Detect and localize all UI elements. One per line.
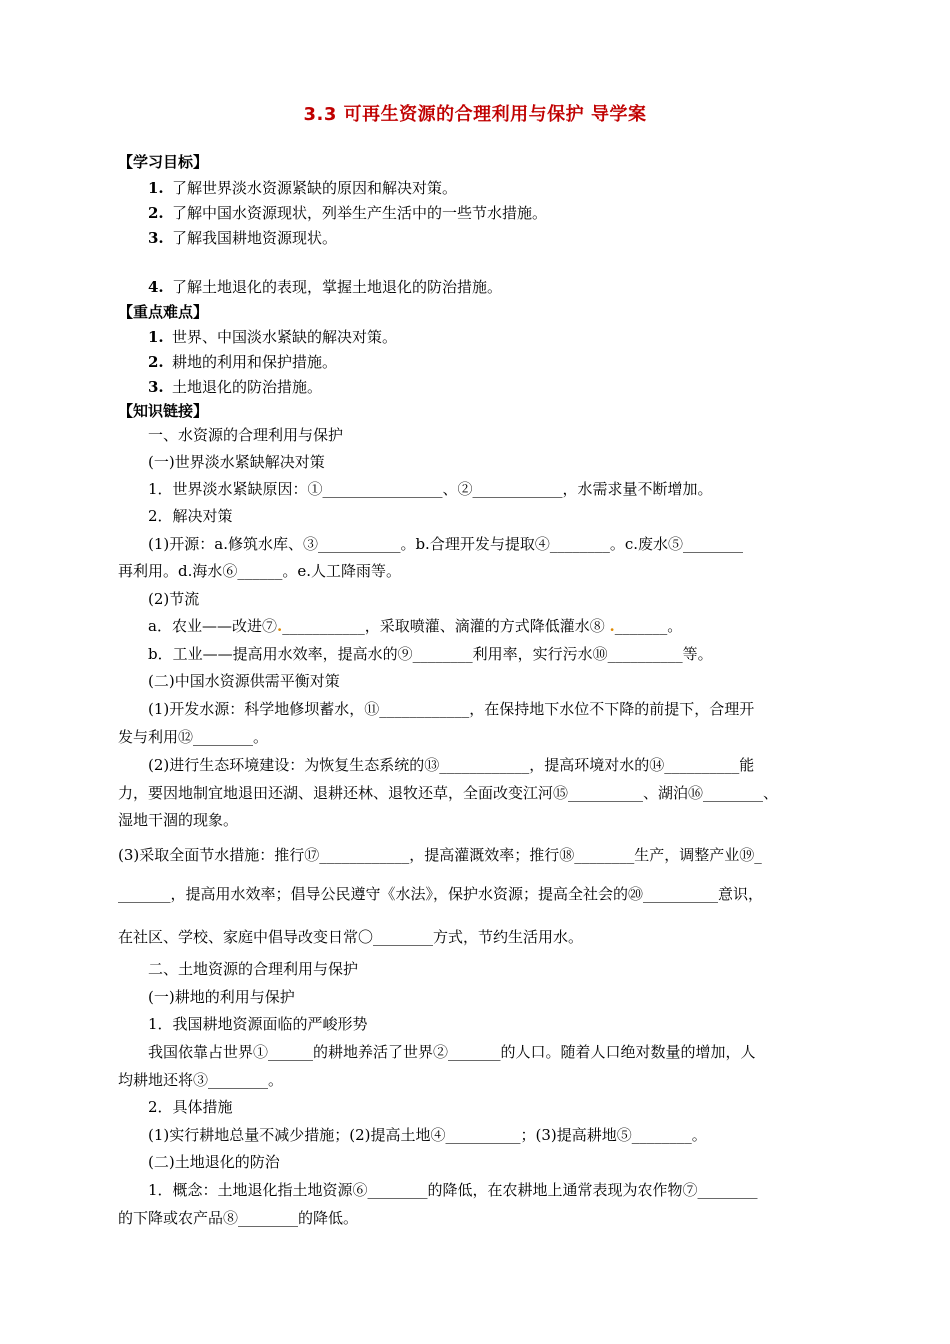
text-line: 力，要因地制宜地退田还湖、退耕还林、退牧还草，全面改变江河⑮__________、湖泊⑯________、 [118, 784, 779, 802]
text-line: 二、土地资源的合理利用与保护 [148, 960, 359, 978]
text-line: (二)中国水资源供需平衡对策 [148, 672, 340, 690]
text-line: 1．世界淡水紧缺原因：①________________、②____________，水需求量不断增加。 [148, 480, 713, 498]
text-line: _______，提高用水效率；倡导公民遵守《水法》，保护水资源；提高全社会的⑳__________意识， [118, 885, 764, 903]
key-item: 2. 耕地的利用和保护措施。 [148, 353, 338, 371]
text-line: (2)节流 [148, 590, 200, 608]
text-line: (2)进行生态环境建设：为恢复生态系统的⑬____________，提高环境对水的⑭__________能 [148, 756, 755, 774]
text-line: (3)采取全面节水措施：推行⑰____________，提高灌溉效率；推行⑱________生产，调整产业⑲_ [118, 846, 762, 864]
text-line: 1．我国耕地资源面临的严峻形势 [148, 1015, 368, 1033]
goal-item: 1. 了解世界淡水资源紧缺的原因和解决对策。 [148, 179, 458, 197]
text-line: 的下降或农产品⑧________的降低。 [118, 1209, 359, 1227]
key-heading: 【重点难点】 [118, 303, 209, 321]
text-line: (1)开发水源：科学地修坝蓄水，⑪____________，在保持地下水位不下降的前提下，合理开 [148, 700, 755, 718]
text-line: 在社区、学校、家庭中倡导改变日常〇________方式，节约生活用水。 [118, 928, 584, 946]
text-line: 再利用。d.海水⑥______。e.人工降雨等。 [118, 562, 402, 580]
text-line: b．工业——提高用水效率，提高水的⑨________利用率，实行污水⑩__________等。 [148, 645, 713, 663]
goals-heading: 【学习目标】 [118, 153, 209, 171]
links-heading: 【知识链接】 [118, 402, 209, 420]
text-line: (一)耕地的利用与保护 [148, 988, 295, 1006]
text-line: (1)开源：a.修筑水库、③___________。b.合理开发与提取④________。c.废水⑤________ [148, 535, 743, 553]
key-item: 3. 土地退化的防治措施。 [148, 378, 323, 396]
text-line: 2．具体措施 [148, 1098, 233, 1116]
text-line: 2．解决对策 [148, 507, 233, 525]
goal-item: 2. 了解中国水资源现状，列举生产生活中的一些节水措施。 [148, 204, 548, 222]
text-line: (二)土地退化的防治 [148, 1153, 280, 1171]
text-line: 均耕地还将③________。 [118, 1071, 284, 1089]
text-line: 1．概念：土地退化指土地资源⑥________的降低，在农耕地上通常表现为农作物⑦________ [148, 1181, 758, 1199]
goal-item: 4. 了解土地退化的表现，掌握土地退化的防治措施。 [148, 278, 503, 296]
page-title: 3.3 可再生资源的合理利用与保护 导学案 [303, 104, 647, 125]
marker-dot: . [276, 617, 283, 635]
text-line: 湿地干涸的现象。 [118, 811, 239, 829]
text-line: (一)世界淡水紧缺解决对策 [148, 453, 325, 471]
text-line: (1)实行耕地总量不减少措施；(2)提高土地④__________；(3)提高耕地⑤________。 [148, 1126, 707, 1144]
goal-item: 3. 了解我国耕地资源现状。 [148, 229, 338, 247]
text-line: a．农业——改进⑦.___________，采取喷灌、滴灌的方式降低灌水⑧ ._______。 [148, 617, 683, 635]
key-item: 1. 世界、中国淡水紧缺的解决对策。 [148, 328, 398, 346]
text-line: 一、水资源的合理利用与保护 [148, 426, 344, 444]
marker-dot: . [609, 617, 615, 635]
text-line: 发与利用⑫________。 [118, 728, 269, 746]
text-line: 我国依靠占世界①______的耕地养活了世界②_______的人口。随着人口绝对数量的增加，人 [148, 1043, 756, 1061]
